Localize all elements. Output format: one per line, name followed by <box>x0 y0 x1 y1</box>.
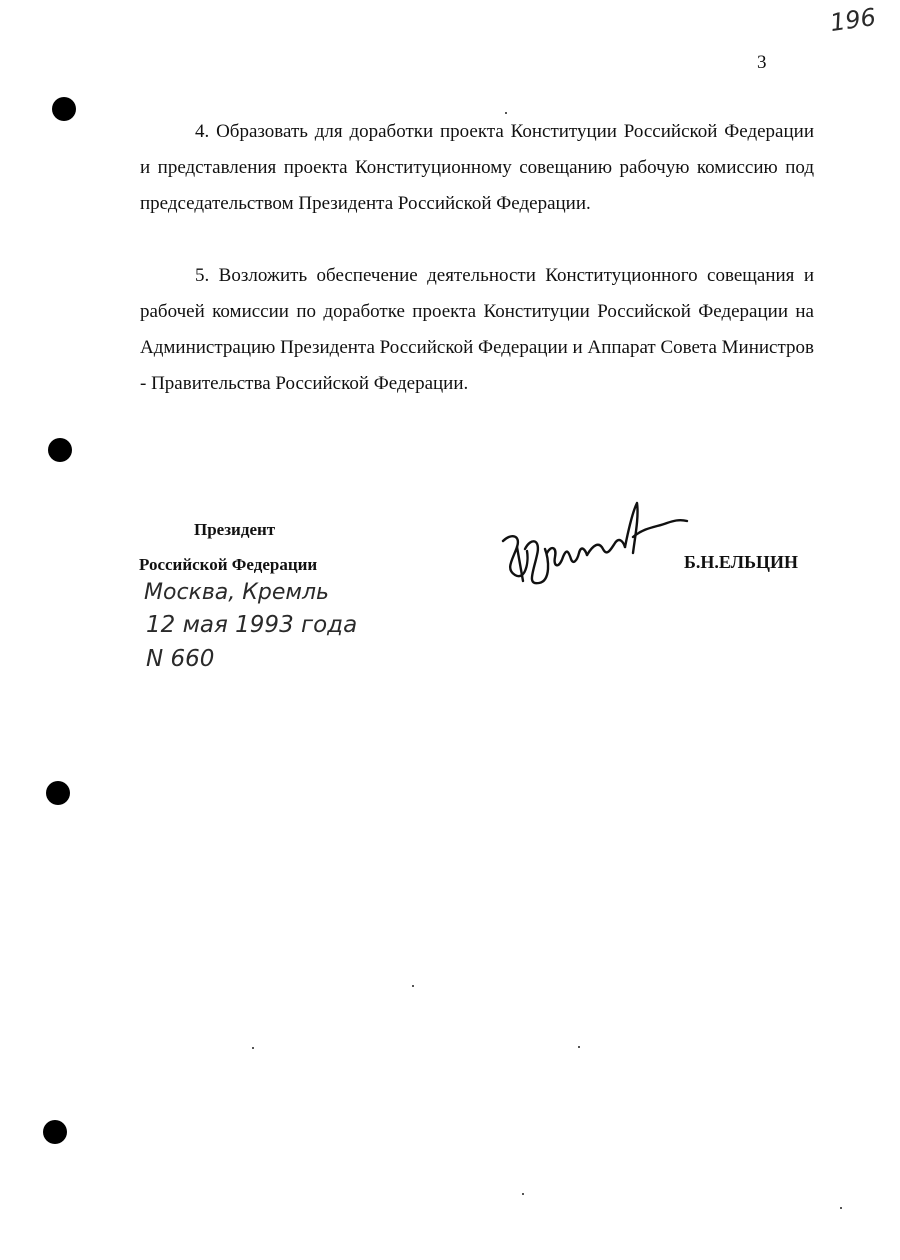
scan-speck <box>412 985 414 987</box>
punch-hole <box>46 781 70 805</box>
paragraph-4: 4. Образовать для доработки проекта Конституции Российской Федерации и представления проекта Конституционному совещанию рабочую комиссию под председательством Президента Российской Федерации. <box>140 121 814 214</box>
signer-name: Б.Н.ЕЛЬЦИН <box>684 552 798 572</box>
scan-speck <box>840 1207 842 1209</box>
archive-number: 196 <box>828 2 878 38</box>
punch-hole <box>52 97 76 121</box>
signer-title-line2: Российской Федерации <box>139 555 318 574</box>
handwritten-date: 12 мая 1993 года <box>146 612 358 638</box>
punch-hole <box>48 438 72 462</box>
signer-title-line1: Президент <box>194 520 276 539</box>
signature-icon <box>497 497 697 597</box>
page-number: 3 <box>757 52 767 73</box>
scan-speck <box>505 112 507 114</box>
scan-speck <box>252 1047 254 1049</box>
scan-speck <box>522 1193 524 1195</box>
handwritten-place: Москва, Кремль <box>144 580 330 605</box>
handwritten-number: N 660 <box>146 646 215 672</box>
scan-speck <box>578 1046 580 1048</box>
punch-hole <box>43 1120 67 1144</box>
paragraph-5: 5. Возложить обеспечение деятельности Конституционного совещания и рабочей комиссии по доработке проекта Конституции Российской Федерации на Администрацию Президента Российской Федерации и Аппарат Совета Министров - Правительства Российской Федерации. <box>140 265 814 394</box>
